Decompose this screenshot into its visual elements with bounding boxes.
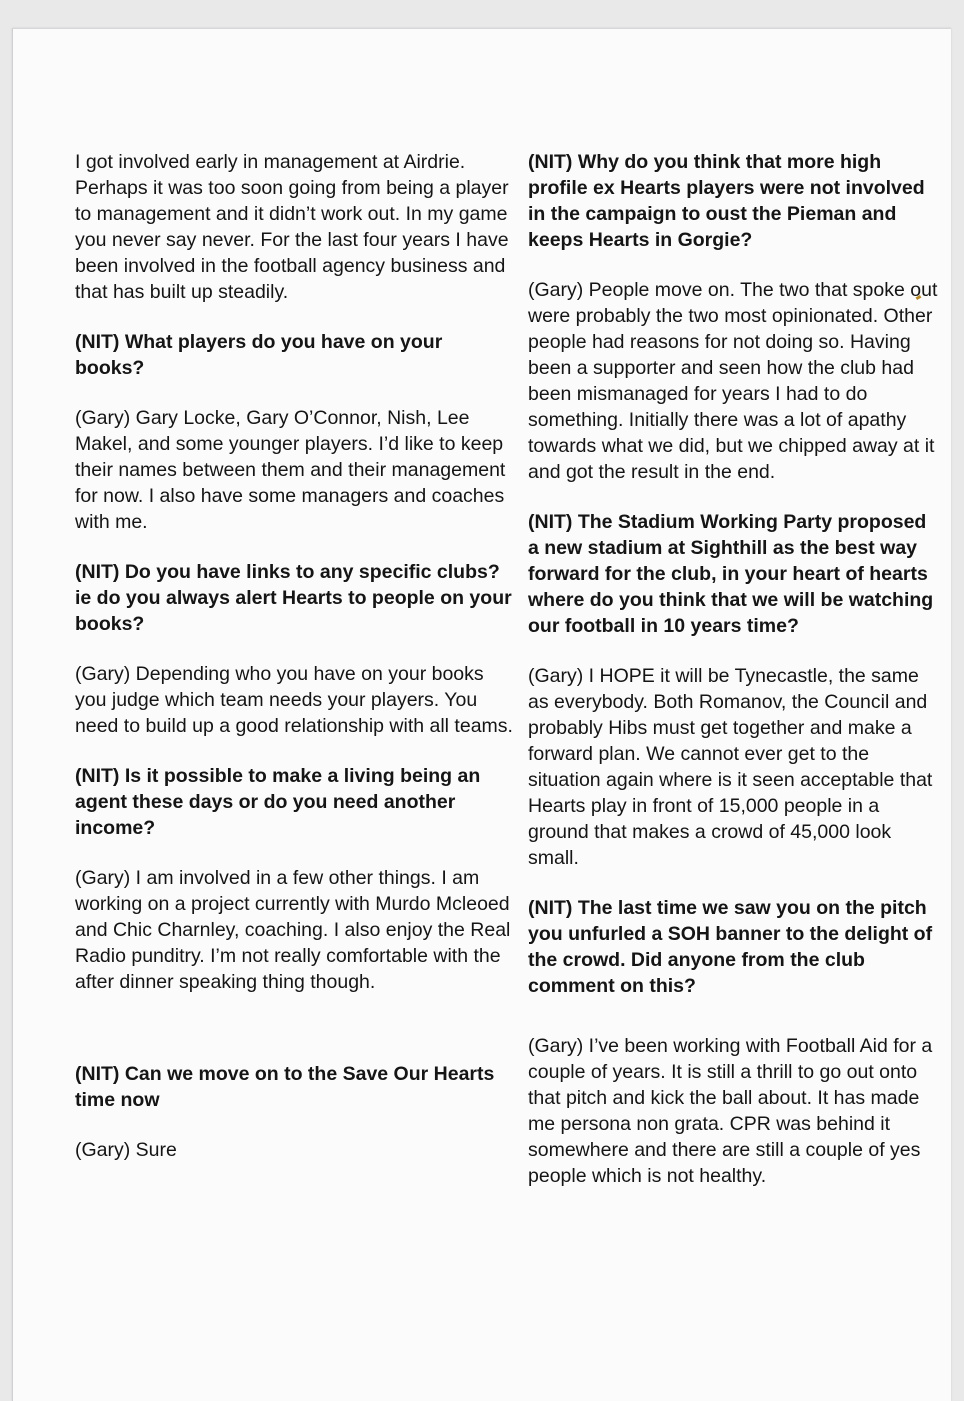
answer-paragraph: (Gary) Depending who you have on your books you judge which team needs your players. You need to build up a good relationship with all teams.: [75, 663, 513, 737]
answer-paragraph: (Gary) I’ve been working with Football Aid for a couple of years. It is still a thrill to go out onto that pitch and kick the ball about. It has made me persona non grata. CPR was behind it somewhere and there are still a couple of yes people which is not healthy.: [528, 1035, 933, 1187]
spacer: [528, 1023, 940, 1033]
answer-paragraph: I got involved early in management at Airdrie. Perhaps it was too soon going from being a player to management and it didn’t work out. In my game you never say never. For the last four years I have been involved in the football agency business and that has built up steadily.: [75, 151, 509, 303]
right-column: [528, 149, 940, 1213]
question-heading: (NIT) Why do you think that more high profile ex Hearts players were not involved in the campaign to oust the Pieman and keeps Hearts in Gorgie?: [528, 151, 925, 251]
left-column: [75, 149, 515, 1187]
question-heading: (NIT) What players do you have on your books?: [75, 331, 443, 379]
answer-paragraph: (Gary) I HOPE it will be Tynecastle, the same as everybody. Both Romanov, the Council and probably Hibs must get together and make a forward plan. We cannot ever get to the situation again where is it seen acceptable that Hearts play in front of 15,000 people in a ground that makes a crowd of 45,000 look small.: [528, 665, 933, 869]
answer-paragraph: (Gary) People move on. The two that spoke out were probably the two most opinionated. Other people had reasons for not doing so. Having been a supporter and seen how the club had been mismanaged for years I had to do something. Initially there was a lot of apathy towards what we did, but we chipped away at it and got the result in the end.: [528, 279, 938, 483]
question-heading: (NIT) The last time we saw you on the pitch you unfurled a SOH banner to the delight of the crowd. Did anyone from the club comment on this?: [528, 897, 933, 997]
question-heading: (NIT) Can we move on to the Save Our Hearts time now: [75, 1063, 495, 1111]
spacer: [75, 1019, 515, 1061]
answer-paragraph: (Gary) Gary Locke, Gary O’Connor, Nish, Lee Makel, and some younger players. I’d like to keep their names between them and their management for now. I also have some managers and coaches with me.: [75, 407, 506, 533]
question-heading: (NIT) The Stadium Working Party proposed a new stadium at Sighthill as the best way forward for the club, in your heart of hearts where do you think that we will be watching our football in 10 years time?: [528, 511, 934, 637]
answer-paragraph: (Gary) I am involved in a few other things. I am working on a project currently with Murdo Mcleoed and Chic Charnley, coaching. I also enjoy the Real Radio punditry. I’m not really comfortable with the after dinner speaking thing though.: [75, 867, 511, 993]
magazine-page: [12, 28, 951, 1401]
answer-paragraph: (Gary) Sure: [75, 1139, 177, 1161]
question-heading: (NIT) Do you have links to any specific clubs? ie do you always alert Hearts to people on your books?: [75, 561, 512, 635]
question-heading: (NIT) Is it possible to make a living being an agent these days or do you need another income?: [75, 765, 481, 839]
